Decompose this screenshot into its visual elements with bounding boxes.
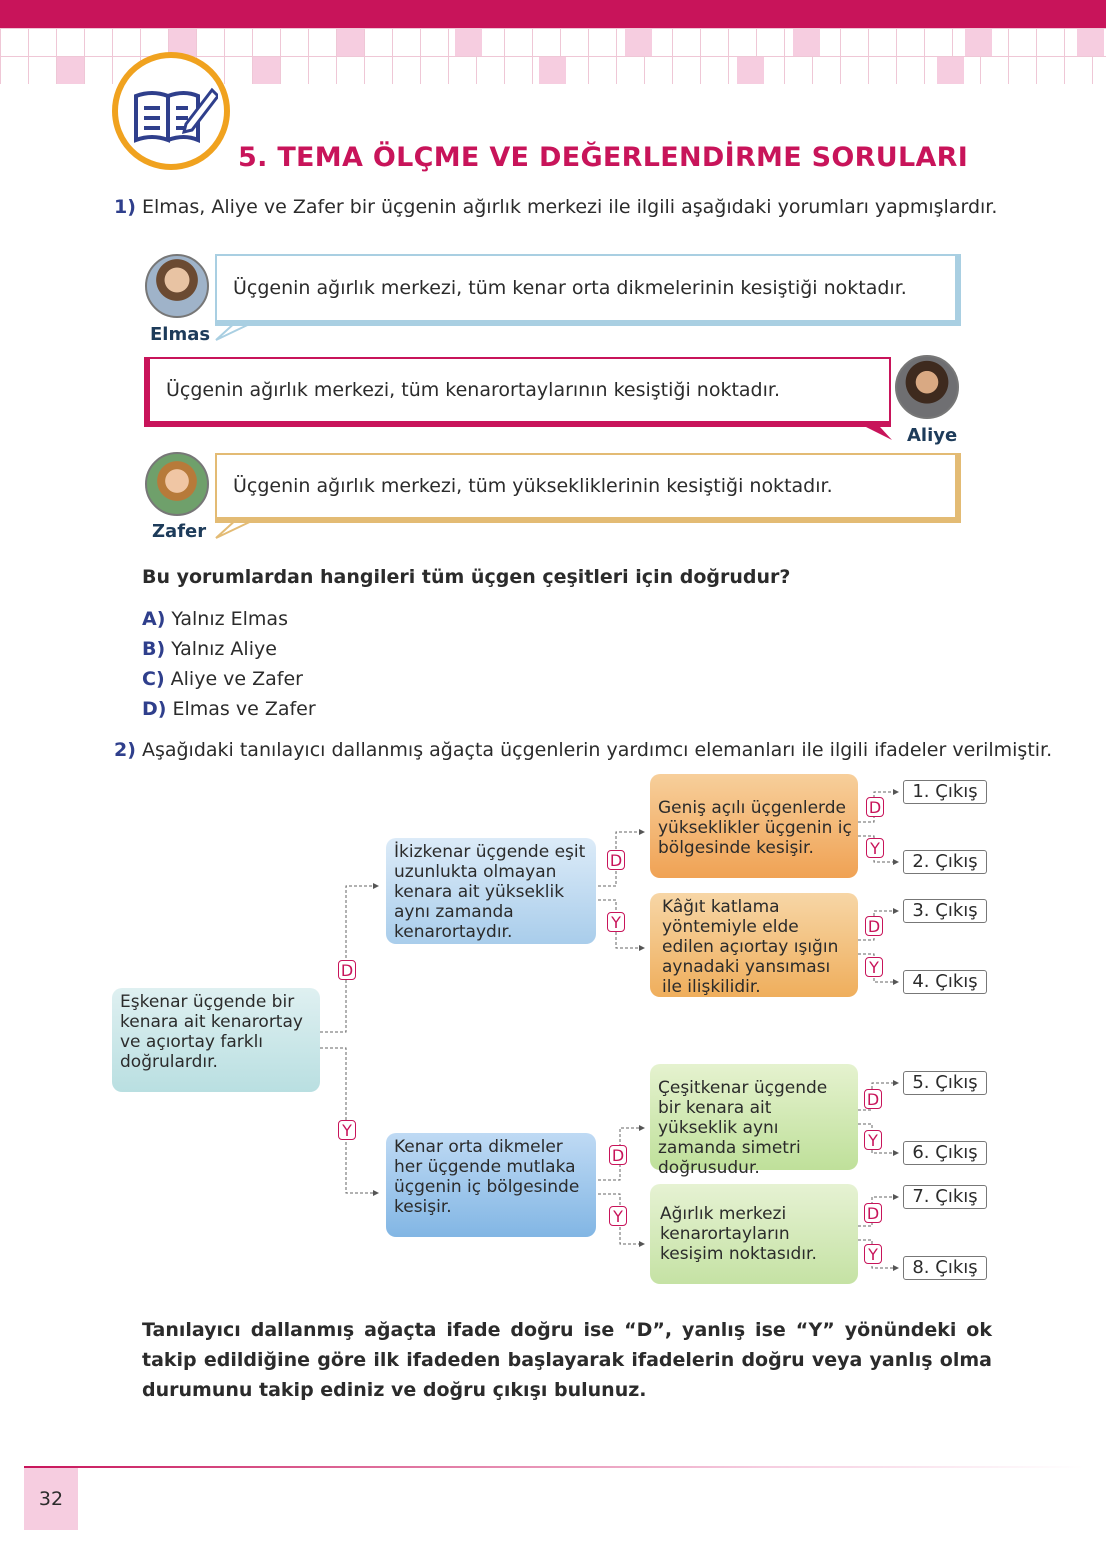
exit-3: 3. Çıkış	[903, 899, 987, 923]
tree-level3-statement-1: Geniş açılı üçgenlerde yükseklikler üçgenin iç bölgesinde kesişir.	[650, 774, 858, 878]
true-label: D	[338, 960, 356, 980]
true-label: D	[865, 916, 883, 936]
speaker-name: Zafer	[152, 521, 207, 542]
tree-level3-statement-2: Kâğıt katlama yöntemiyle elde edilen açıortay ışığın aynadaki yansıması ile ilişkilidir.	[650, 893, 858, 997]
exit-5: 5. Çıkış	[903, 1071, 987, 1095]
option-d[interactable]: D) Elmas ve Zafer	[142, 698, 316, 720]
false-label: Y	[609, 1206, 627, 1226]
instruction-text: Tanılayıcı dallanmış ağaçta ifade doğru ise “D”, yanlış ise “Y” yönündeki ok takip edildiğine göre ilk ifadeden başlayarak ifadelerin doğru veya yanlış olma durumunu takip ediniz ve doğru çıkışı bulunuz.	[142, 1319, 992, 1401]
exit-2: 2. Çıkış	[903, 850, 987, 874]
false-label: Y	[866, 838, 884, 858]
speaker-name: Aliye	[907, 425, 958, 446]
exit-8: 8. Çıkış	[903, 1256, 987, 1280]
true-label: D	[607, 850, 625, 870]
speaker-name: Elmas	[150, 324, 211, 345]
option-c[interactable]: C) Aliye ve Zafer	[142, 668, 303, 690]
tree-level2-statement-2: Kenar orta dikmeler her üçgende mutlaka üçgenin iç bölgesinde kesişir.	[386, 1133, 596, 1237]
tree-level3-statement-3: Çeşitkenar üçgende bir kenara ait yükseklik aynı zamanda simetri doğrusudur.	[650, 1064, 858, 1170]
false-label: Y	[864, 1244, 882, 1264]
true-label: D	[866, 797, 884, 817]
false-label: Y	[864, 1130, 882, 1150]
option-a[interactable]: A) Yalnız Elmas	[142, 608, 288, 630]
speech-text: Üçgenin ağırlık merkezi, tüm yüksekliklerinin kesiştiği noktadır.	[233, 475, 833, 497]
false-label: Y	[338, 1120, 356, 1140]
speech-text: Üçgenin ağırlık merkezi, tüm kenar orta dikmelerinin kesiştiği noktadır.	[233, 277, 907, 299]
true-label: D	[864, 1203, 882, 1223]
exit-6: 6. Çıkış	[903, 1141, 987, 1165]
true-label: D	[609, 1145, 627, 1165]
question-text: Elmas, Aliye ve Zafer bir üçgenin ağırlık merkezi ile ilgili aşağıdaki yorumları yapmışlardır.	[141, 196, 998, 218]
footer-line	[24, 1466, 1084, 1468]
page-title: 5. TEMA ÖLÇME VE DEĞERLENDİRME SORULARI	[238, 142, 969, 173]
question-number: 2)	[114, 739, 136, 761]
false-label: Y	[607, 912, 625, 932]
page-number: 32	[24, 1468, 78, 1530]
tree-root-statement: Eşkenar üçgende bir kenara ait kenarortay ve açıortay farklı doğrulardır.	[112, 988, 320, 1092]
speech-text: Üçgenin ağırlık merkezi, tüm kenarortaylarının kesiştiği noktadır.	[166, 379, 780, 401]
exit-7: 7. Çıkış	[903, 1185, 987, 1209]
tree-level2-statement-1: İkizkenar üçgende eşit uzunlukta olmayan kenara ait yükseklik aynı zamanda kenarortaydır.	[386, 838, 596, 944]
exit-1: 1. Çıkış	[903, 780, 987, 804]
option-b[interactable]: B) Yalnız Aliye	[142, 638, 277, 660]
question-number: 1)	[114, 196, 136, 218]
question-prompt: Bu yorumlardan hangileri tüm üçgen çeşitleri için doğrudur?	[142, 566, 791, 588]
tree-level3-statement-4: Ağırlık merkezi kenarortayların kesişim noktasıdır.	[650, 1184, 858, 1284]
question-text: Aşağıdaki tanılayıcı dallanmış ağaçta üçgenlerin yardımcı elemanları ile ilgili ifadeler verilmiştir.	[141, 739, 1053, 761]
true-label: D	[864, 1089, 882, 1109]
exit-4: 4. Çıkış	[903, 970, 987, 994]
false-label: Y	[865, 957, 883, 977]
